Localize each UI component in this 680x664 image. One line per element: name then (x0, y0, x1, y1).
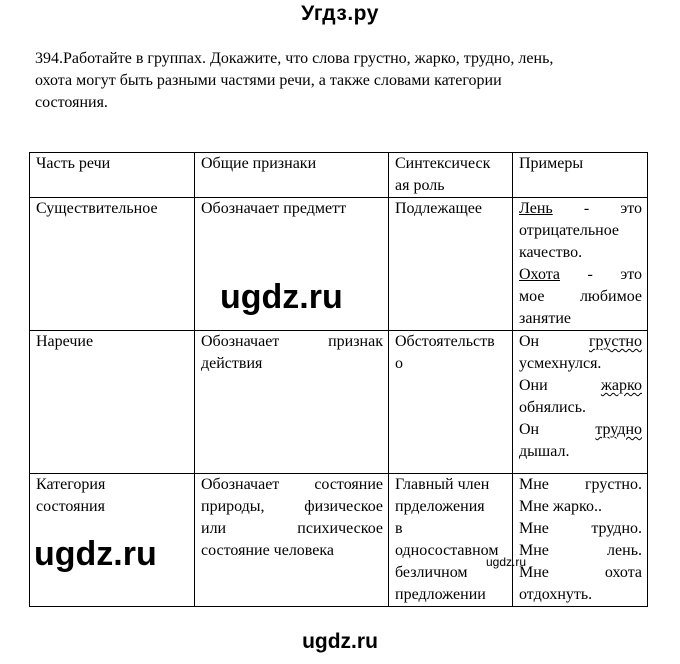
site-footer: ugdz.ru (302, 630, 378, 653)
example-word: Лень (519, 200, 553, 217)
example-word: Охота (519, 266, 561, 283)
table-header-row (30, 153, 648, 198)
role-line: в (395, 520, 403, 537)
role-line: Главный член (395, 476, 490, 493)
watermark: ugdz.ru (486, 555, 527, 569)
task-line: 394.Работайте в группах. Докажите, что слова грустно, жарко, трудно, лень, (35, 50, 554, 67)
task-line: охота могут быть разными частями речи, а также словами категории (35, 72, 502, 89)
example-line: Мне лень. (519, 542, 642, 559)
cell-examples (513, 198, 648, 331)
example-line: Мне трудно. (519, 520, 642, 537)
features-line: действия (201, 355, 263, 372)
example-line: Лень - это (519, 198, 642, 220)
task-line: состояния. (35, 94, 108, 111)
cell-features (195, 331, 389, 474)
role-line: о (395, 355, 403, 372)
example-line: Мне охота (519, 564, 642, 581)
role-line: безличном (395, 564, 468, 581)
role-line: предложении (395, 586, 486, 603)
watermark: ugdz.ru (220, 278, 343, 316)
features-line: Обозначает состояние (201, 476, 383, 493)
cell-examples (513, 474, 648, 607)
cell-role: Подлежащее (389, 198, 513, 331)
task-text (35, 48, 647, 114)
example-line: Мне грустно. (519, 476, 642, 493)
features-line: состояние человека (201, 542, 334, 559)
example-line: Они жарко (519, 375, 642, 397)
header-part-of-speech: Часть речи (30, 153, 195, 198)
cell-role (389, 474, 513, 607)
watermark: ugdz.ru (34, 535, 157, 573)
site-title: Угдз.ру (301, 2, 379, 25)
cell-features (195, 474, 389, 607)
header-syntax-role (389, 153, 513, 198)
part-line: состояния (36, 498, 105, 515)
header-syntax-line: Синтексическ (395, 155, 491, 172)
example-word: грустно (588, 333, 642, 350)
cell-part: Наречие (30, 331, 195, 474)
example-line: отдохнуть. (519, 586, 593, 603)
example-line: отрицательное (519, 222, 620, 239)
cell-features: Обозначает предметт (195, 198, 389, 331)
example-line: мое любимое (519, 288, 642, 305)
header-features: Общие признаки (195, 153, 389, 198)
example-line: качество. (519, 244, 583, 261)
features-line: Обозначает признак (201, 333, 383, 350)
header-examples: Примеры (513, 153, 648, 198)
example-line: Мне жарко.. (519, 498, 603, 515)
cell-role (389, 331, 513, 474)
cell-part: Существительное (30, 198, 195, 331)
cell-examples (513, 331, 648, 474)
example-line: занятие (519, 310, 571, 327)
role-line: прделожения (395, 498, 485, 515)
example-line: дышал. (519, 443, 570, 460)
example-line: Охота - это (519, 264, 642, 286)
role-line: односоставном (395, 542, 499, 559)
example-word: трудно (595, 421, 642, 438)
example-line: Он трудно (519, 419, 642, 441)
features-line: природы, физическое (201, 498, 383, 515)
example-line: Он грустно (519, 331, 642, 353)
header-syntax-line: ая роль (395, 177, 445, 194)
role-line: Обстоятельств (395, 333, 495, 350)
table-row (30, 331, 648, 474)
example-line: усмехнулся. (519, 355, 602, 372)
example-line: обнялись. (519, 399, 587, 416)
part-line: Категория (36, 476, 106, 493)
example-word: жарко (600, 377, 642, 394)
features-line: или психическое (201, 520, 383, 537)
